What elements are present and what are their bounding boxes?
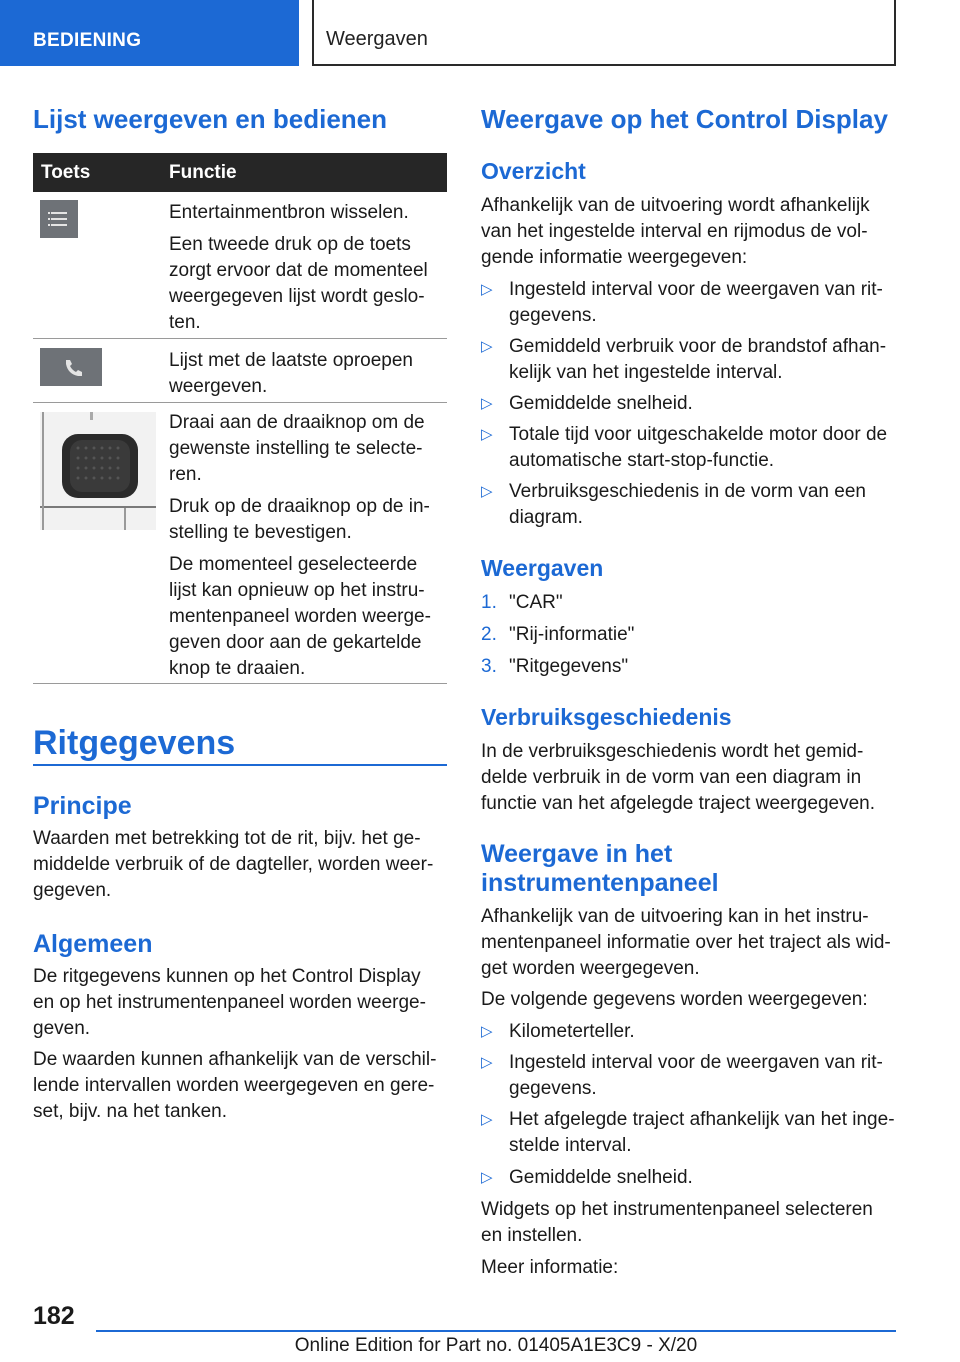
row3-line2: Druk op de draaiknop op de in‐stelling te bevestigen.: [169, 496, 430, 543]
principe-text: Waarden met betrekking tot de rit, bijv. het ge‐middelde verbruik of de dagteller, worden weer‐gegeven.: [33, 828, 434, 901]
chapter-tab: [312, 0, 896, 66]
table-divider: [33, 402, 447, 403]
table-row-1-text: [169, 200, 444, 342]
chapter-title-ritgegevens: Ritgegevens: [33, 724, 236, 762]
instrument-paragraph-2: De volgende gegevens worden weergegeven:: [481, 989, 868, 1010]
bullet-triangle-icon: ▷: [481, 1169, 493, 1186]
bullet-triangle-icon: ▷: [481, 338, 493, 355]
footer-rule: [96, 1330, 896, 1332]
section-title-control-display: Weergave op het Control Display: [481, 104, 888, 134]
table-divider: [33, 683, 447, 684]
table-header-toets: Toets: [41, 162, 91, 183]
chapter-label: Weergaven: [326, 28, 428, 50]
meer-informatie-text: Meer informatie:: [481, 1257, 619, 1278]
overzicht-text: Afhankelijk van de uitvoering wordt afhankelijk van het ingestelde interval en rijmodus de vol‐gende informatie weergegeven:: [481, 195, 870, 268]
row1-line2: Een tweede druk op de toets zorgt ervoor dat de momenteel weergegeven lijst wordt geslo‐ten.: [169, 234, 428, 333]
heading-instrumentenpaneel: Weergave in het instrumentenpaneel: [481, 840, 719, 897]
section-label: BEDIENING: [33, 30, 142, 51]
bullet-triangle-icon: ▷: [481, 1111, 493, 1128]
algemeen-paragraph-1: De ritgegevens kunnen op het Control Display en op het instrumentenpaneel worden weerge‐geven.: [33, 966, 426, 1039]
heading-principe: Principe: [33, 792, 132, 820]
bullet-triangle-icon: ▷: [481, 1054, 493, 1071]
list-button-icon: [40, 200, 78, 238]
controller-knob-image: [40, 412, 156, 530]
verbruik-text: In de verbruiksgeschiedenis wordt het gemid‐delde verbruik in de vorm van een diagram in functie van het afgelegde traject weergegeven.: [481, 741, 875, 814]
footer-edition: Online Edition for Part no. 01405A1E3C9 - X/20: [294, 1335, 698, 1356]
table-header: [33, 153, 447, 192]
bullet-triangle-icon: ▷: [481, 426, 493, 443]
widgets-text: Widgets op het instrumentenpaneel selecteren en instellen.: [481, 1199, 873, 1246]
row3-line1: Draai aan de draaiknop om de gewenste instelling te selecte‐ren.: [169, 412, 425, 485]
algemeen-paragraph-2: De waarden kunnen afhankelijk van de verschil‐lende intervallen worden weergegeven en gere‐set, bijv. na het tanken.: [33, 1049, 437, 1122]
bullet-triangle-icon: ▷: [481, 395, 493, 412]
table-row-2-text: [169, 348, 444, 406]
instrument-paragraph-1: Afhankelijk van de uitvoering kan in het instru‐mentenpaneel informatie over het traject als wid‐get worden weergegeven.: [481, 906, 891, 979]
heading-weergaven: Weergaven: [481, 555, 604, 581]
table-row-3-text: [169, 410, 444, 688]
heading-overzicht: Overzicht: [481, 158, 586, 184]
bullet-triangle-icon: ▷: [481, 483, 493, 500]
page-number: 182: [33, 1302, 75, 1330]
heading-verbruiksgeschiedenis: Verbruiksgeschiedenis: [481, 704, 732, 730]
row3-line3: De momenteel geselecteerde lijst kan opnieuw op het instru‐mentenpaneel worden weerge‐geven door aan de gekartelde knop te draaien.: [169, 554, 431, 679]
section-tab: [0, 0, 299, 66]
chapter-rule: [33, 764, 447, 766]
bullet-triangle-icon: ▷: [481, 281, 493, 298]
table-header-functie: Functie: [169, 162, 237, 183]
heading-algemeen: Algemeen: [33, 930, 153, 958]
section-title-lijst: Lijst weergeven en bedienen: [33, 104, 387, 134]
row2-line1: Lijst met de laatste oproepen weergeven.: [169, 350, 413, 397]
row1-line1: Entertainmentbron wisselen.: [169, 202, 409, 223]
bullet-triangle-icon: ▷: [481, 1023, 493, 1040]
table-divider: [33, 338, 447, 339]
phone-button-icon: [40, 348, 102, 386]
